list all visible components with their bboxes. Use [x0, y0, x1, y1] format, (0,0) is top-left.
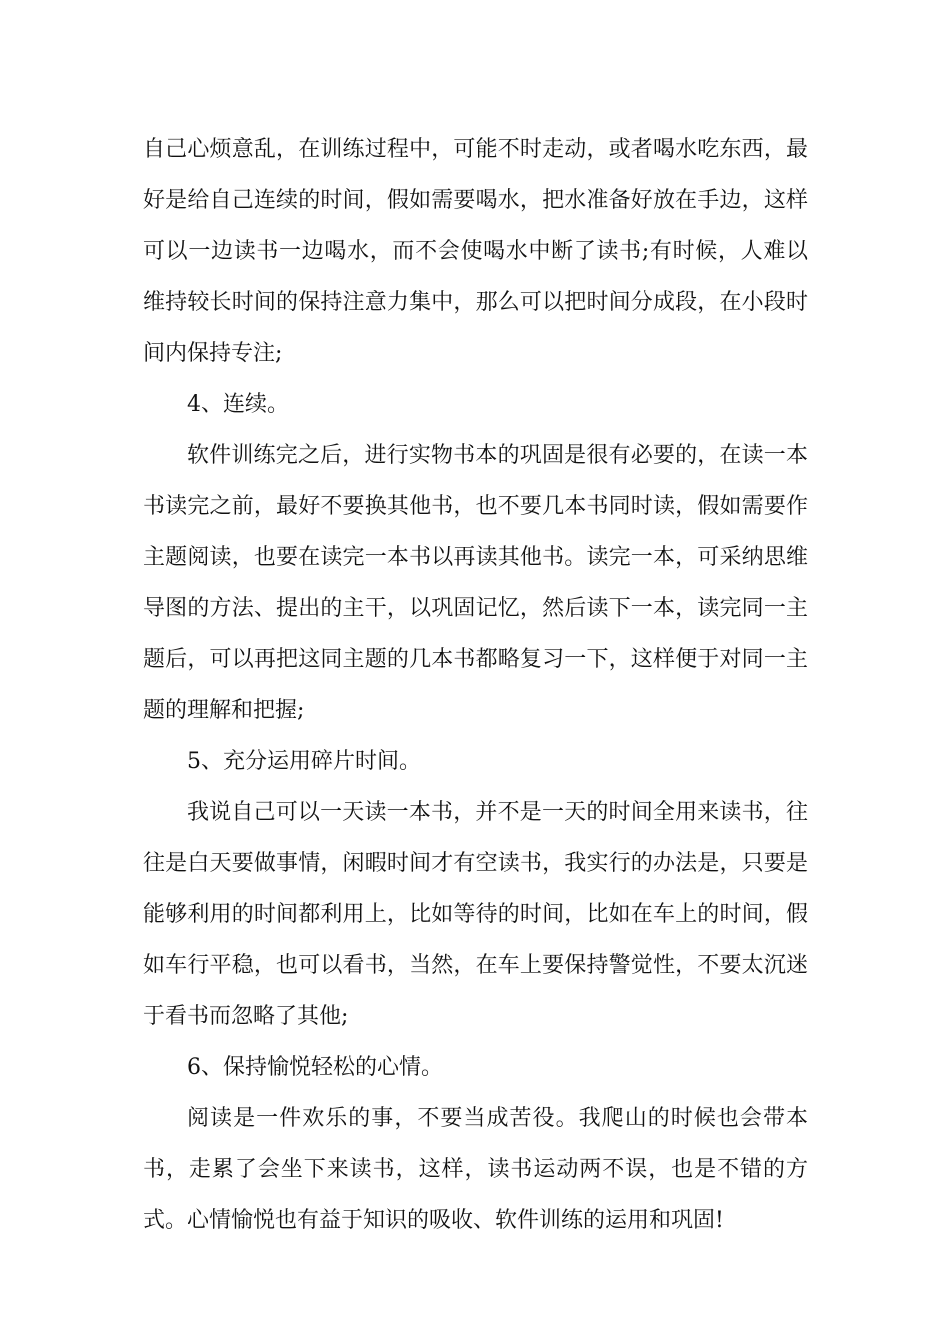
document-body [143, 124, 808, 1246]
paragraph-section-5: 我说自己可以一天读一本书，并不是一天的时间全用来读书，往往是白天要做事情，闲暇时间才有空读书，我实行的办法是，只要是能够利用的时间都利用上，比如等待的时间，比如在车上的时间，假如车行平稳，也可以看书，当然，在车上要保持警觉性，不要太沉迷于看书而忽略了其他; [143, 800, 808, 1029]
paragraph-section-6: 阅读是一件欢乐的事，不要当成苦役。我爬山的时候也会带本书，走累了会坐下来读书，这样，读书运动两不误，也是不错的方式。心情愉悦也有益于知识的吸收、软件训练的运用和巩固! [143, 1106, 808, 1233]
paragraph-section-4: 软件训练完之后，进行实物书本的巩固是很有必要的，在读一本书读完之前，最好不要换其他书，也不要几本书同时读，假如需要作主题阅读，也要在读完一本书以再读其他书。读完一本，可采纳思维导图的方法、提出的主干，以巩固记忆，然后读下一本，读完同一主题后，可以再把这同主题的几本书都略复习一下，这样便于对同一主题的理解和把握; [143, 443, 808, 723]
section-heading-5: 5、充分运用碎片时间。 [187, 749, 421, 774]
section-heading-4: 4、连续。 [187, 392, 289, 417]
section-heading-6: 6、保持愉悦轻松的心情。 [187, 1055, 443, 1080]
paragraph-continued: 自己心烦意乱，在训练过程中，可能不时走动，或者喝水吃东西，最好是给自己连续的时间，假如需要喝水，把水准备好放在手边，这样可以一边读书一边喝水，而不会使喝水中断了读书;有时候，人难以维持较长时间的保持注意力集中，那么可以把时间分成段，在小段时间内保持专注; [143, 137, 808, 366]
